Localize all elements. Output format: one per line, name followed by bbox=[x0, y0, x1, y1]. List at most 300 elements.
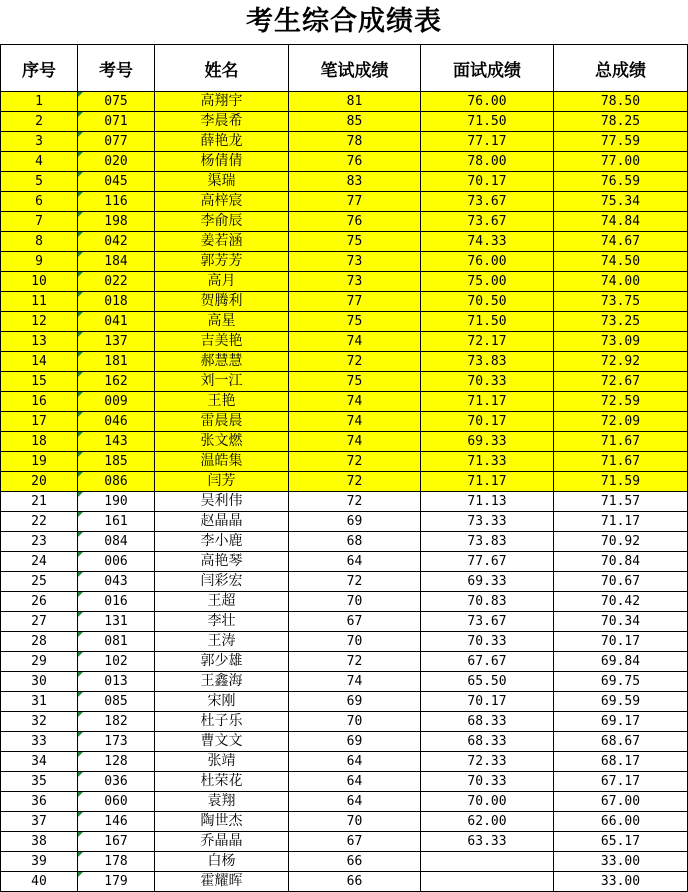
exam-id-cell[interactable] bbox=[78, 672, 155, 692]
seq-cell[interactable]: 22 bbox=[1, 512, 78, 532]
total-score-cell[interactable]: 76.59 bbox=[554, 172, 688, 192]
seq-cell[interactable]: 34 bbox=[1, 752, 78, 772]
interview-score-cell[interactable]: 73.83 bbox=[421, 532, 554, 552]
interview-score-cell[interactable]: 75.00 bbox=[421, 272, 554, 292]
seq-cell[interactable]: 4 bbox=[1, 152, 78, 172]
interview-score-cell[interactable]: 70.33 bbox=[421, 372, 554, 392]
interview-score-cell[interactable] bbox=[421, 872, 554, 892]
name-cell[interactable]: 吉美艳 bbox=[155, 332, 289, 352]
seq-cell[interactable]: 31 bbox=[1, 692, 78, 712]
total-score-cell[interactable]: 66.00 bbox=[554, 812, 688, 832]
seq-cell[interactable]: 29 bbox=[1, 652, 78, 672]
name-cell[interactable]: 吴利伟 bbox=[155, 492, 289, 512]
name-cell[interactable]: 杜子乐 bbox=[155, 712, 289, 732]
exam-id-text: 179 bbox=[104, 874, 128, 889]
interview-score-cell[interactable]: 70.50 bbox=[421, 292, 554, 312]
written-score-cell[interactable]: 70 bbox=[289, 812, 421, 832]
total-score-cell[interactable]: 72.59 bbox=[554, 392, 688, 412]
exam-id-cell[interactable] bbox=[78, 132, 155, 152]
table-row bbox=[1, 272, 688, 292]
seq-cell[interactable]: 27 bbox=[1, 612, 78, 632]
text-number-indicator-icon bbox=[78, 752, 83, 757]
interview-score-cell[interactable]: 68.33 bbox=[421, 712, 554, 732]
total-score-cell[interactable]: 72.09 bbox=[554, 412, 688, 432]
table-row bbox=[1, 132, 688, 152]
written-score-cell[interactable]: 67 bbox=[289, 612, 421, 632]
interview-score-cell[interactable]: 71.13 bbox=[421, 492, 554, 512]
header-interview-score[interactable]: 面试成绩 bbox=[421, 45, 554, 92]
exam-id-text: 190 bbox=[104, 494, 128, 509]
table-row bbox=[1, 612, 688, 632]
interview-score-cell[interactable]: 73.67 bbox=[421, 212, 554, 232]
written-score-cell[interactable]: 64 bbox=[289, 772, 421, 792]
written-score-cell[interactable]: 70 bbox=[289, 712, 421, 732]
written-score-cell[interactable]: 67 bbox=[289, 832, 421, 852]
name-cell[interactable]: 王涛 bbox=[155, 632, 289, 652]
exam-id-cell[interactable] bbox=[78, 172, 155, 192]
written-score-cell[interactable]: 85 bbox=[289, 112, 421, 132]
total-score-cell[interactable]: 71.67 bbox=[554, 432, 688, 452]
written-score-cell[interactable]: 77 bbox=[289, 192, 421, 212]
interview-score-cell[interactable]: 70.83 bbox=[421, 592, 554, 612]
interview-score-cell[interactable]: 70.33 bbox=[421, 772, 554, 792]
seq-cell[interactable]: 39 bbox=[1, 852, 78, 872]
seq-cell[interactable]: 17 bbox=[1, 412, 78, 432]
exam-id-cell[interactable] bbox=[78, 472, 155, 492]
total-score-cell[interactable]: 68.17 bbox=[554, 752, 688, 772]
total-score-cell[interactable]: 69.59 bbox=[554, 692, 688, 712]
written-score-cell[interactable]: 83 bbox=[289, 172, 421, 192]
interview-score-cell[interactable]: 73.67 bbox=[421, 612, 554, 632]
name-cell[interactable]: 杨倩倩 bbox=[155, 152, 289, 172]
seq-cell[interactable]: 37 bbox=[1, 812, 78, 832]
exam-id-text: 146 bbox=[104, 814, 128, 829]
total-score-cell[interactable]: 74.67 bbox=[554, 232, 688, 252]
text-number-indicator-icon bbox=[78, 392, 83, 397]
interview-score-cell[interactable]: 73.83 bbox=[421, 352, 554, 372]
written-score-cell[interactable]: 75 bbox=[289, 372, 421, 392]
interview-score-cell[interactable]: 69.33 bbox=[421, 572, 554, 592]
name-cell[interactable]: 乔晶晶 bbox=[155, 832, 289, 852]
table-row bbox=[1, 672, 688, 692]
interview-score-cell[interactable]: 73.67 bbox=[421, 192, 554, 212]
exam-id-cell[interactable] bbox=[78, 592, 155, 612]
total-score-cell[interactable]: 70.17 bbox=[554, 632, 688, 652]
exam-id-cell[interactable] bbox=[78, 312, 155, 332]
text-number-indicator-icon bbox=[78, 772, 83, 777]
total-score-cell[interactable]: 70.34 bbox=[554, 612, 688, 632]
interview-score-cell[interactable]: 70.17 bbox=[421, 412, 554, 432]
written-score-cell[interactable]: 66 bbox=[289, 852, 421, 872]
written-score-cell[interactable]: 74 bbox=[289, 672, 421, 692]
written-score-cell[interactable]: 70 bbox=[289, 632, 421, 652]
table-body bbox=[1, 92, 688, 892]
interview-score-cell[interactable]: 71.50 bbox=[421, 112, 554, 132]
total-score-cell[interactable]: 74.00 bbox=[554, 272, 688, 292]
text-number-indicator-icon bbox=[78, 792, 83, 797]
table-row bbox=[1, 692, 688, 712]
exam-id-text: 075 bbox=[104, 94, 128, 109]
interview-score-cell[interactable]: 62.00 bbox=[421, 812, 554, 832]
seq-cell[interactable]: 20 bbox=[1, 472, 78, 492]
total-score-cell[interactable]: 69.84 bbox=[554, 652, 688, 672]
total-score-cell[interactable]: 67.00 bbox=[554, 792, 688, 812]
seq-cell[interactable]: 10 bbox=[1, 272, 78, 292]
total-score-cell[interactable]: 78.25 bbox=[554, 112, 688, 132]
exam-id-cell[interactable] bbox=[78, 792, 155, 812]
interview-score-cell[interactable]: 71.33 bbox=[421, 452, 554, 472]
name-cell[interactable]: 王超 bbox=[155, 592, 289, 612]
table-row bbox=[1, 112, 688, 132]
name-cell[interactable]: 闫芳 bbox=[155, 472, 289, 492]
seq-cell[interactable]: 13 bbox=[1, 332, 78, 352]
interview-score-cell[interactable]: 76.00 bbox=[421, 92, 554, 112]
written-score-cell[interactable]: 74 bbox=[289, 432, 421, 452]
interview-score-cell[interactable]: 70.00 bbox=[421, 792, 554, 812]
total-score-cell[interactable]: 73.25 bbox=[554, 312, 688, 332]
written-score-cell[interactable]: 69 bbox=[289, 732, 421, 752]
exam-id-cell[interactable] bbox=[78, 92, 155, 112]
interview-score-cell[interactable]: 72.17 bbox=[421, 332, 554, 352]
seq-cell[interactable]: 38 bbox=[1, 832, 78, 852]
interview-score-cell[interactable]: 70.33 bbox=[421, 632, 554, 652]
interview-score-cell[interactable]: 71.17 bbox=[421, 392, 554, 412]
seq-cell[interactable]: 33 bbox=[1, 732, 78, 752]
seq-cell[interactable]: 3 bbox=[1, 132, 78, 152]
name-cell[interactable]: 渠瑞 bbox=[155, 172, 289, 192]
seq-cell[interactable]: 32 bbox=[1, 712, 78, 732]
total-score-cell[interactable]: 67.17 bbox=[554, 772, 688, 792]
text-number-indicator-icon bbox=[78, 672, 83, 677]
text-number-indicator-icon bbox=[78, 812, 83, 817]
seq-cell[interactable]: 12 bbox=[1, 312, 78, 332]
name-cell[interactable]: 袁翔 bbox=[155, 792, 289, 812]
interview-score-cell[interactable]: 71.17 bbox=[421, 472, 554, 492]
written-score-cell[interactable]: 72 bbox=[289, 492, 421, 512]
interview-score-cell[interactable]: 76.00 bbox=[421, 252, 554, 272]
written-score-cell[interactable]: 74 bbox=[289, 392, 421, 412]
name-cell[interactable]: 王鑫海 bbox=[155, 672, 289, 692]
total-score-cell[interactable]: 72.92 bbox=[554, 352, 688, 372]
total-score-cell[interactable]: 70.42 bbox=[554, 592, 688, 612]
exam-id-cell[interactable] bbox=[78, 652, 155, 672]
name-cell[interactable]: 李晨希 bbox=[155, 112, 289, 132]
interview-score-cell[interactable]: 65.50 bbox=[421, 672, 554, 692]
exam-id-cell[interactable] bbox=[78, 772, 155, 792]
table-row bbox=[1, 212, 688, 232]
exam-id-cell[interactable] bbox=[78, 712, 155, 732]
table-row bbox=[1, 512, 688, 532]
header-exam-id[interactable]: 考号 bbox=[78, 45, 155, 92]
text-number-indicator-icon bbox=[78, 112, 83, 117]
interview-score-cell[interactable]: 70.17 bbox=[421, 692, 554, 712]
table-row bbox=[1, 432, 688, 452]
name-cell[interactable]: 赵晶晶 bbox=[155, 512, 289, 532]
interview-score-cell[interactable]: 71.50 bbox=[421, 312, 554, 332]
name-cell[interactable]: 姜若涵 bbox=[155, 232, 289, 252]
total-score-cell[interactable]: 74.50 bbox=[554, 252, 688, 272]
table-row bbox=[1, 172, 688, 192]
written-score-cell[interactable]: 72 bbox=[289, 452, 421, 472]
exam-id-cell[interactable] bbox=[78, 752, 155, 772]
exam-id-cell[interactable] bbox=[78, 192, 155, 212]
exam-id-text: 071 bbox=[104, 114, 128, 129]
exam-id-cell[interactable] bbox=[78, 852, 155, 872]
total-score-cell[interactable]: 78.50 bbox=[554, 92, 688, 112]
name-cell[interactable]: 张文燃 bbox=[155, 432, 289, 452]
total-score-cell[interactable]: 65.17 bbox=[554, 832, 688, 852]
seq-cell[interactable]: 40 bbox=[1, 872, 78, 892]
interview-score-cell[interactable]: 77.17 bbox=[421, 132, 554, 152]
name-cell[interactable]: 刘一江 bbox=[155, 372, 289, 392]
name-cell[interactable]: 杜荣花 bbox=[155, 772, 289, 792]
written-score-cell[interactable]: 72 bbox=[289, 572, 421, 592]
written-score-cell[interactable]: 75 bbox=[289, 232, 421, 252]
header-written-score[interactable]: 笔试成绩 bbox=[289, 45, 421, 92]
exam-id-cell[interactable] bbox=[78, 332, 155, 352]
seq-cell[interactable]: 36 bbox=[1, 792, 78, 812]
text-number-indicator-icon bbox=[78, 492, 83, 497]
written-score-cell[interactable]: 76 bbox=[289, 212, 421, 232]
name-cell[interactable]: 雷晨晨 bbox=[155, 412, 289, 432]
name-cell[interactable]: 王艳 bbox=[155, 392, 289, 412]
name-cell[interactable]: 贺腾利 bbox=[155, 292, 289, 312]
written-score-cell[interactable]: 74 bbox=[289, 332, 421, 352]
exam-id-cell[interactable] bbox=[78, 152, 155, 172]
interview-score-cell[interactable]: 68.33 bbox=[421, 732, 554, 752]
text-number-indicator-icon bbox=[78, 312, 83, 317]
seq-cell[interactable]: 9 bbox=[1, 252, 78, 272]
exam-id-cell[interactable] bbox=[78, 872, 155, 892]
seq-cell[interactable]: 8 bbox=[1, 232, 78, 252]
exam-id-cell[interactable] bbox=[78, 812, 155, 832]
name-cell[interactable]: 曹文文 bbox=[155, 732, 289, 752]
name-cell[interactable]: 张靖 bbox=[155, 752, 289, 772]
exam-id-cell[interactable] bbox=[78, 252, 155, 272]
total-score-cell[interactable]: 71.57 bbox=[554, 492, 688, 512]
name-cell[interactable]: 薛艳龙 bbox=[155, 132, 289, 152]
written-score-cell[interactable]: 72 bbox=[289, 352, 421, 372]
name-cell[interactable]: 高星 bbox=[155, 312, 289, 332]
text-number-indicator-icon bbox=[78, 192, 83, 197]
exam-id-cell[interactable] bbox=[78, 492, 155, 512]
table-row bbox=[1, 592, 688, 612]
written-score-cell[interactable]: 69 bbox=[289, 692, 421, 712]
name-cell[interactable]: 郭少雄 bbox=[155, 652, 289, 672]
total-score-cell[interactable]: 77.00 bbox=[554, 152, 688, 172]
table-row bbox=[1, 152, 688, 172]
exam-id-text: 041 bbox=[104, 314, 128, 329]
exam-id-cell[interactable] bbox=[78, 612, 155, 632]
table-row bbox=[1, 252, 688, 272]
seq-cell[interactable]: 15 bbox=[1, 372, 78, 392]
seq-cell[interactable]: 25 bbox=[1, 572, 78, 592]
exam-id-cell[interactable] bbox=[78, 352, 155, 372]
interview-score-cell[interactable]: 77.67 bbox=[421, 552, 554, 572]
seq-cell[interactable]: 11 bbox=[1, 292, 78, 312]
name-cell[interactable]: 高翔宇 bbox=[155, 92, 289, 112]
exam-id-cell[interactable] bbox=[78, 292, 155, 312]
exam-id-text: 116 bbox=[104, 194, 128, 209]
written-score-cell[interactable]: 76 bbox=[289, 152, 421, 172]
interview-score-cell[interactable]: 70.17 bbox=[421, 172, 554, 192]
seq-cell[interactable]: 30 bbox=[1, 672, 78, 692]
exam-id-text: 046 bbox=[104, 414, 128, 429]
interview-score-cell[interactable]: 74.33 bbox=[421, 232, 554, 252]
written-score-cell[interactable]: 66 bbox=[289, 872, 421, 892]
exam-id-text: 036 bbox=[104, 774, 128, 789]
seq-cell[interactable]: 26 bbox=[1, 592, 78, 612]
exam-id-cell[interactable] bbox=[78, 392, 155, 412]
written-score-cell[interactable]: 68 bbox=[289, 532, 421, 552]
seq-cell[interactable]: 19 bbox=[1, 452, 78, 472]
exam-id-text: 137 bbox=[104, 334, 128, 349]
seq-cell[interactable]: 24 bbox=[1, 552, 78, 572]
exam-id-cell[interactable] bbox=[78, 112, 155, 132]
exam-id-cell[interactable] bbox=[78, 732, 155, 752]
total-score-cell[interactable]: 74.84 bbox=[554, 212, 688, 232]
interview-score-cell[interactable]: 63.33 bbox=[421, 832, 554, 852]
name-cell[interactable]: 霍耀晖 bbox=[155, 872, 289, 892]
name-cell[interactable]: 李壮 bbox=[155, 612, 289, 632]
total-score-cell[interactable]: 33.00 bbox=[554, 872, 688, 892]
total-score-cell[interactable]: 71.59 bbox=[554, 472, 688, 492]
total-score-cell[interactable]: 70.67 bbox=[554, 572, 688, 592]
text-number-indicator-icon bbox=[78, 832, 83, 837]
name-cell[interactable]: 闫彩宏 bbox=[155, 572, 289, 592]
exam-id-cell[interactable] bbox=[78, 632, 155, 652]
written-score-cell[interactable]: 73 bbox=[289, 272, 421, 292]
exam-id-cell[interactable] bbox=[78, 452, 155, 472]
total-score-cell[interactable]: 69.75 bbox=[554, 672, 688, 692]
written-score-cell[interactable]: 69 bbox=[289, 512, 421, 532]
total-score-cell[interactable]: 75.34 bbox=[554, 192, 688, 212]
seq-cell[interactable]: 18 bbox=[1, 432, 78, 452]
header-row bbox=[1, 45, 688, 92]
exam-id-cell[interactable] bbox=[78, 412, 155, 432]
total-score-cell[interactable]: 33.00 bbox=[554, 852, 688, 872]
interview-score-cell[interactable]: 69.33 bbox=[421, 432, 554, 452]
exam-id-text: 178 bbox=[104, 854, 128, 869]
score-table bbox=[0, 44, 688, 892]
written-score-cell[interactable]: 81 bbox=[289, 92, 421, 112]
exam-id-cell[interactable] bbox=[78, 572, 155, 592]
exam-id-cell[interactable] bbox=[78, 532, 155, 552]
seq-cell[interactable]: 7 bbox=[1, 212, 78, 232]
exam-id-text: 181 bbox=[104, 354, 128, 369]
seq-cell[interactable]: 1 bbox=[1, 92, 78, 112]
written-score-cell[interactable]: 70 bbox=[289, 592, 421, 612]
exam-id-cell[interactable] bbox=[78, 552, 155, 572]
table-row bbox=[1, 772, 688, 792]
text-number-indicator-icon bbox=[78, 372, 83, 377]
name-cell[interactable]: 郭芳芳 bbox=[155, 252, 289, 272]
seq-cell[interactable]: 6 bbox=[1, 192, 78, 212]
table-row bbox=[1, 832, 688, 852]
table-row bbox=[1, 332, 688, 352]
interview-score-cell[interactable]: 72.33 bbox=[421, 752, 554, 772]
exam-id-cell[interactable] bbox=[78, 272, 155, 292]
seq-cell[interactable]: 21 bbox=[1, 492, 78, 512]
name-cell[interactable]: 高梓宸 bbox=[155, 192, 289, 212]
header-name[interactable]: 姓名 bbox=[155, 45, 289, 92]
header-seq[interactable]: 序号 bbox=[1, 45, 78, 92]
written-score-cell[interactable]: 74 bbox=[289, 412, 421, 432]
written-score-cell[interactable]: 72 bbox=[289, 652, 421, 672]
name-cell[interactable]: 李俞辰 bbox=[155, 212, 289, 232]
seq-cell[interactable]: 23 bbox=[1, 532, 78, 552]
exam-id-cell[interactable] bbox=[78, 432, 155, 452]
exam-id-cell[interactable] bbox=[78, 692, 155, 712]
exam-id-cell[interactable] bbox=[78, 212, 155, 232]
written-score-cell[interactable]: 78 bbox=[289, 132, 421, 152]
exam-id-text: 131 bbox=[104, 614, 128, 629]
total-score-cell[interactable]: 69.17 bbox=[554, 712, 688, 732]
interview-score-cell[interactable] bbox=[421, 852, 554, 872]
seq-cell[interactable]: 5 bbox=[1, 172, 78, 192]
seq-cell[interactable]: 35 bbox=[1, 772, 78, 792]
total-score-cell[interactable]: 71.17 bbox=[554, 512, 688, 532]
name-cell[interactable]: 李小鹿 bbox=[155, 532, 289, 552]
table-row bbox=[1, 472, 688, 492]
name-cell[interactable]: 郝慧慧 bbox=[155, 352, 289, 372]
written-score-cell[interactable]: 64 bbox=[289, 752, 421, 772]
total-score-cell[interactable]: 68.67 bbox=[554, 732, 688, 752]
interview-score-cell[interactable]: 67.67 bbox=[421, 652, 554, 672]
exam-id-cell[interactable] bbox=[78, 832, 155, 852]
exam-id-cell[interactable] bbox=[78, 232, 155, 252]
total-score-cell[interactable]: 73.09 bbox=[554, 332, 688, 352]
seq-cell[interactable]: 2 bbox=[1, 112, 78, 132]
seq-cell[interactable]: 16 bbox=[1, 392, 78, 412]
name-cell[interactable]: 高月 bbox=[155, 272, 289, 292]
exam-id-cell[interactable] bbox=[78, 512, 155, 532]
text-number-indicator-icon bbox=[78, 572, 83, 577]
name-cell[interactable]: 温皓集 bbox=[155, 452, 289, 472]
total-score-cell[interactable]: 73.75 bbox=[554, 292, 688, 312]
seq-cell[interactable]: 28 bbox=[1, 632, 78, 652]
written-score-cell[interactable]: 64 bbox=[289, 552, 421, 572]
text-number-indicator-icon bbox=[78, 512, 83, 517]
table-row bbox=[1, 792, 688, 812]
text-number-indicator-icon bbox=[78, 92, 83, 97]
table-row bbox=[1, 292, 688, 312]
written-score-cell[interactable]: 72 bbox=[289, 472, 421, 492]
interview-score-cell[interactable]: 78.00 bbox=[421, 152, 554, 172]
header-total-score[interactable]: 总成绩 bbox=[554, 45, 688, 92]
total-score-cell[interactable]: 72.67 bbox=[554, 372, 688, 392]
total-score-cell[interactable]: 77.59 bbox=[554, 132, 688, 152]
name-cell[interactable]: 白杨 bbox=[155, 852, 289, 872]
written-score-cell[interactable]: 73 bbox=[289, 252, 421, 272]
exam-id-text: 020 bbox=[104, 154, 128, 169]
total-score-cell[interactable]: 70.84 bbox=[554, 552, 688, 572]
name-cell[interactable]: 宋刚 bbox=[155, 692, 289, 712]
exam-id-cell[interactable] bbox=[78, 372, 155, 392]
name-cell[interactable]: 陶世杰 bbox=[155, 812, 289, 832]
exam-id-text: 009 bbox=[104, 394, 128, 409]
name-cell[interactable]: 高艳琴 bbox=[155, 552, 289, 572]
table-row bbox=[1, 392, 688, 412]
total-score-cell[interactable]: 71.67 bbox=[554, 452, 688, 472]
interview-score-cell[interactable]: 73.33 bbox=[421, 512, 554, 532]
written-score-cell[interactable]: 77 bbox=[289, 292, 421, 312]
total-score-cell[interactable]: 70.92 bbox=[554, 532, 688, 552]
sheet-title: 考生综合成绩表 bbox=[246, 6, 442, 37]
written-score-cell[interactable]: 75 bbox=[289, 312, 421, 332]
seq-cell[interactable]: 14 bbox=[1, 352, 78, 372]
written-score-cell[interactable]: 64 bbox=[289, 792, 421, 812]
